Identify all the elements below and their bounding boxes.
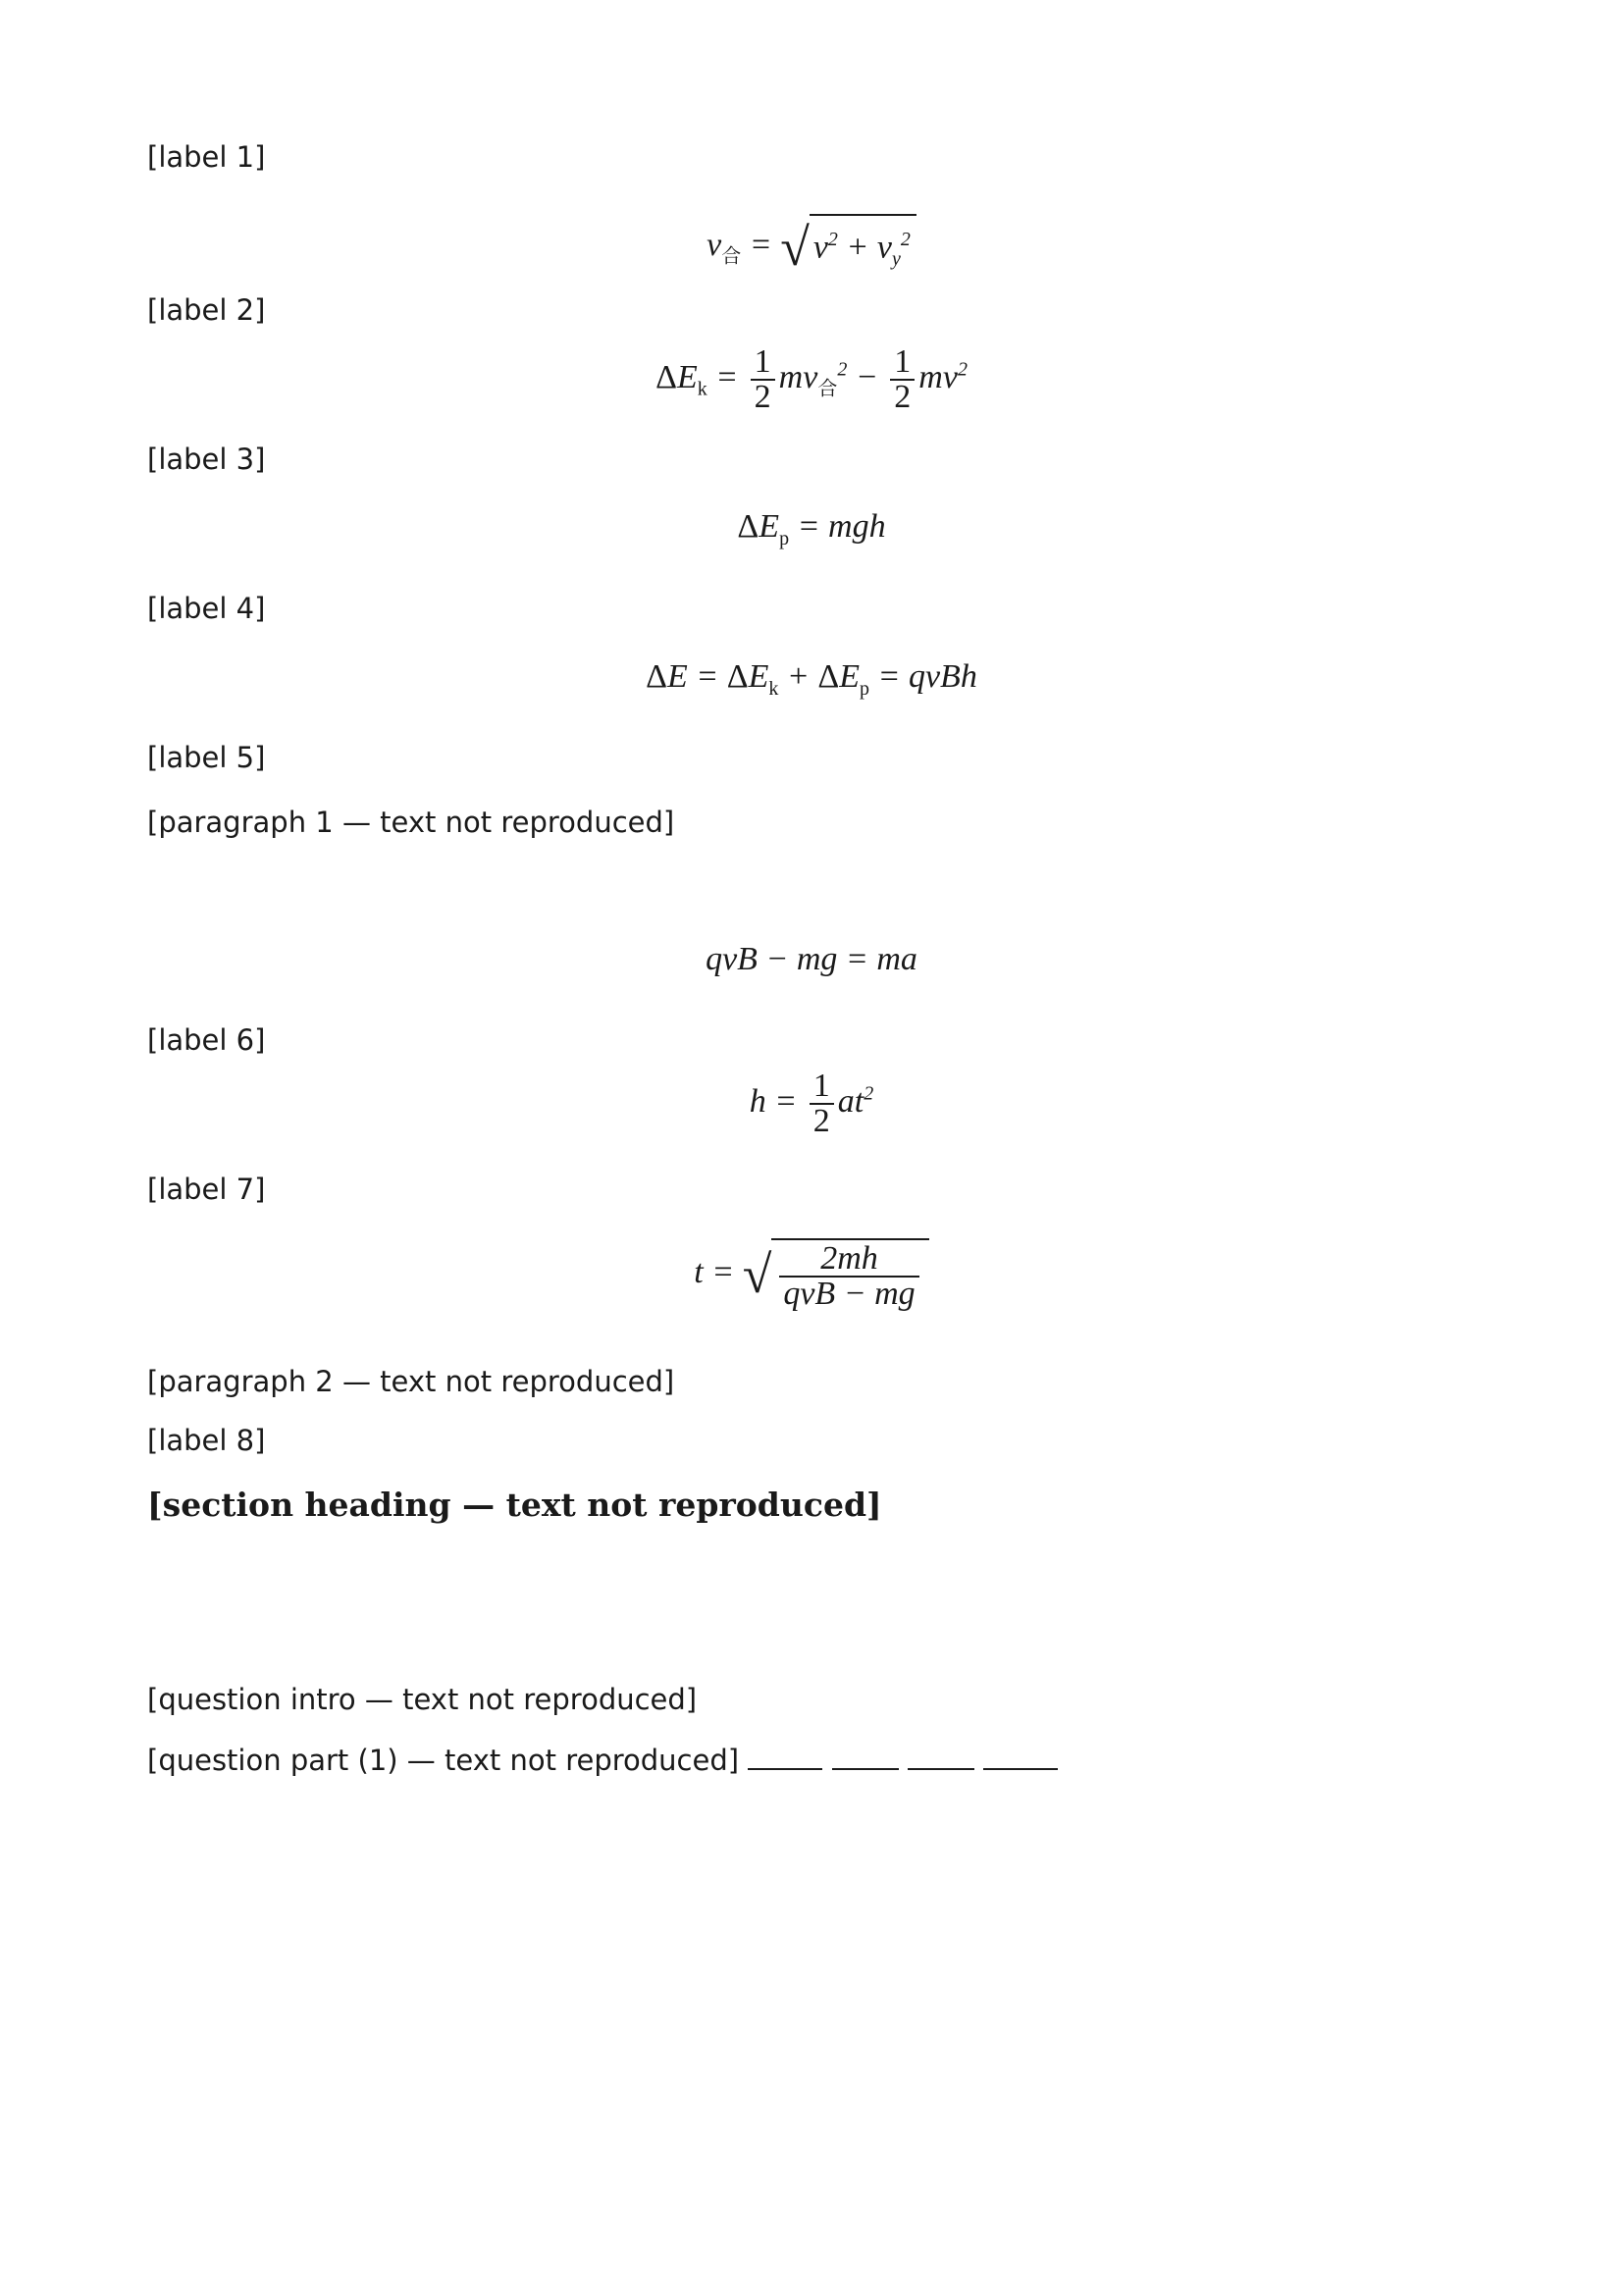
question-part-1-text: [question part (1) — text not reproduced]: [147, 1744, 740, 1777]
label-6: [label 6]: [147, 1023, 266, 1057]
equation-3: $\Delta E_p$ = mgh: [737, 508, 886, 549]
answer-blank-4[interactable]: [983, 1741, 1058, 1770]
question-intro: [question intro — text not reproduced]: [147, 1683, 698, 1716]
equation-5: qvB − mg = ma: [706, 941, 917, 977]
label-8: [label 8]: [147, 1424, 266, 1457]
equation-6: h = $\frac{1}{2}$ $at^2$: [749, 1068, 874, 1139]
answer-blank-1[interactable]: [748, 1741, 822, 1770]
answer-blank-2[interactable]: [832, 1741, 899, 1770]
label-5: [label 5]: [147, 741, 266, 774]
answer-blank-3[interactable]: [908, 1741, 974, 1770]
equation-2: $\Delta E_k$ = $\frac{1}{2}$ $mv_合^2$ − $\frac{1}{2}$ $mv^2$: [655, 343, 968, 415]
label-2: [label 2]: [147, 293, 266, 327]
section-heading: [section heading — text not reproduced]: [147, 1486, 882, 1524]
paragraph-1: [paragraph 1 — text not reproduced]: [147, 806, 675, 839]
label-1: [label 1]: [147, 140, 266, 174]
equation-7: t = √ $\frac{2mh}{\text{qvB − mg}}$: [0, 1238, 1623, 1311]
label-4: [label 4]: [147, 592, 266, 625]
question-part-1: [147, 1729, 1482, 1792]
paragraph-2: [paragraph 2 — text not reproduced]: [147, 1365, 675, 1398]
label-7: [label 7]: [147, 1173, 266, 1206]
equation-1: $v_合$ = √ $v^2 + v_y^2$: [0, 214, 1623, 281]
label-3: [label 3]: [147, 443, 266, 476]
equation-4: $\Delta E = \Delta E_k + \Delta E_p$ = qvBh: [646, 658, 977, 700]
